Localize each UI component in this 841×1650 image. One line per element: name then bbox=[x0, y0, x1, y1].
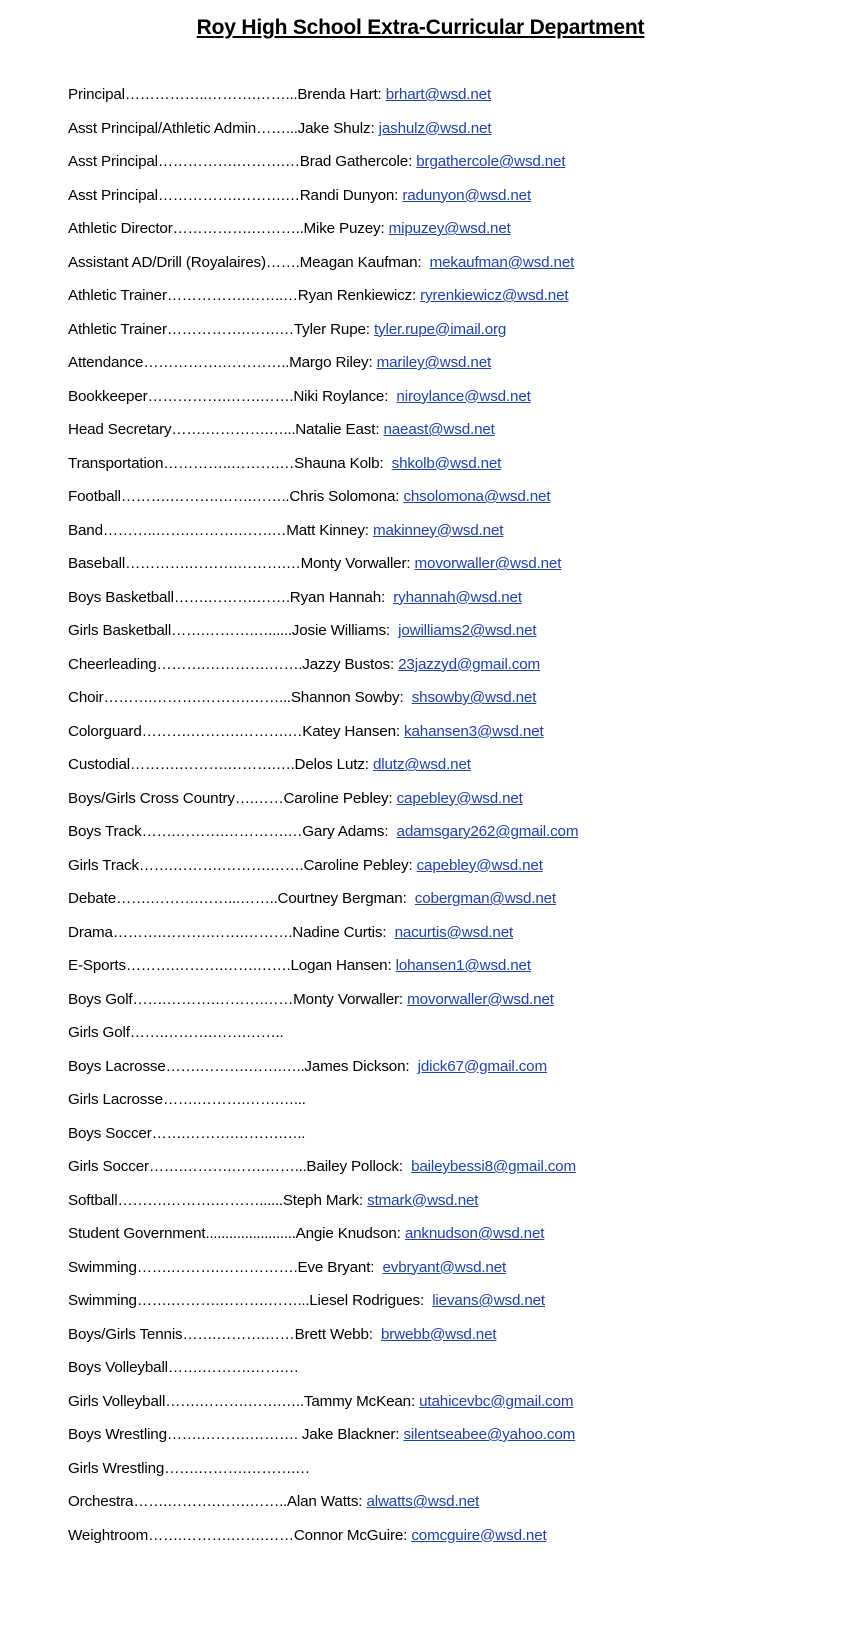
role-label: Swimming bbox=[68, 1292, 137, 1309]
role-label: Girls Volleyball bbox=[68, 1392, 166, 1410]
dot-leader: …….……….……. bbox=[173, 588, 290, 606]
person-name: Caroline Pebley: bbox=[283, 789, 393, 807]
email-link[interactable]: mariley@wsd.net bbox=[376, 354, 492, 371]
list-item bbox=[68, 916, 788, 950]
list-item bbox=[68, 1184, 788, 1218]
email-link[interactable]: brgathercole@wsd.net bbox=[416, 153, 566, 170]
email-link[interactable]: dlutz@wsd.net bbox=[372, 756, 471, 773]
role-label: Baseball bbox=[68, 555, 126, 572]
role-label: Boys Wrestling bbox=[68, 1426, 167, 1443]
list-item bbox=[68, 715, 788, 749]
role-label: Asst Principal bbox=[68, 153, 158, 170]
email-link[interactable]: movorwaller@wsd.net bbox=[407, 990, 554, 1008]
email-link[interactable]: comcguire@wsd.net bbox=[411, 1526, 547, 1544]
role-label: Athletic Director bbox=[68, 220, 173, 237]
email-link[interactable]: adamsgary262@gmail.com bbox=[396, 823, 579, 840]
email-link[interactable]: utahicevbc@gmail.com bbox=[419, 1392, 574, 1410]
role-label: Girls Golf bbox=[68, 1024, 130, 1041]
dot-leader: ……….……….……….… bbox=[141, 722, 303, 740]
person-name: Steph Mark: bbox=[282, 1191, 364, 1209]
dot-leader: …….……….…….…… bbox=[148, 1526, 294, 1544]
list-item bbox=[68, 1217, 788, 1251]
person-name: Monty Vorwaller: bbox=[293, 990, 403, 1008]
spacer bbox=[390, 614, 398, 648]
email-link[interactable]: cobergman@wsd.net bbox=[414, 890, 556, 907]
email-link[interactable]: radunyon@wsd.net bbox=[402, 186, 532, 204]
list-item bbox=[68, 1083, 788, 1117]
person-name: Brenda Hart: bbox=[297, 86, 382, 103]
role-label: Athletic Trainer bbox=[68, 287, 167, 304]
person-name: Chris Solomona: bbox=[289, 488, 400, 505]
list-item bbox=[68, 648, 788, 682]
role-label: Orchestra bbox=[68, 1493, 134, 1510]
person-name: James Dickson: bbox=[304, 1057, 410, 1075]
dot-leader: …………….……..… bbox=[166, 287, 298, 304]
email-link[interactable]: silentseabee@yahoo.com bbox=[403, 1426, 576, 1443]
spacer bbox=[385, 581, 393, 615]
person-name: Shauna Kolb: bbox=[294, 454, 384, 472]
email-link[interactable]: jashulz@wsd.net bbox=[378, 119, 492, 137]
role-label: Boys/Girls Tennis bbox=[68, 1325, 183, 1343]
spacer bbox=[404, 681, 412, 715]
person-name: Jazzy Bustos: bbox=[302, 655, 395, 673]
list-item bbox=[68, 514, 788, 548]
list-item bbox=[68, 1452, 788, 1486]
email-link[interactable]: shsowby@wsd.net bbox=[411, 689, 537, 706]
role-label: Boys Track bbox=[68, 823, 142, 840]
dot-leader: …….……….……….…… bbox=[132, 990, 294, 1008]
role-label: Colorguard bbox=[68, 722, 142, 740]
role-label: Student Government bbox=[68, 1225, 206, 1242]
email-link[interactable]: niroylance@wsd.net bbox=[396, 387, 531, 405]
email-link[interactable]: mipuzey@wsd.net bbox=[388, 220, 511, 237]
role-label: Girls Track bbox=[68, 856, 139, 874]
spacer bbox=[409, 1050, 417, 1084]
list-item bbox=[68, 313, 788, 347]
spacer bbox=[403, 1150, 411, 1184]
directory-list bbox=[68, 78, 788, 1552]
dot-leader: ………….……….……….… bbox=[125, 555, 301, 572]
dot-leader: …….……….……….….. bbox=[151, 1124, 306, 1142]
list-item bbox=[68, 380, 788, 414]
person-name: Bailey Pollock: bbox=[306, 1158, 403, 1175]
email-link[interactable]: ryhannah@wsd.net bbox=[393, 588, 522, 606]
role-label: E-Sports bbox=[68, 957, 126, 974]
page-title-text: Roy High School Extra-Curricular Department bbox=[196, 16, 645, 39]
role-label: Drama bbox=[68, 923, 113, 941]
email-link[interactable]: jdick67@gmail.com bbox=[417, 1057, 547, 1075]
email-link[interactable]: chsolomona@wsd.net bbox=[403, 488, 551, 505]
spacer bbox=[407, 882, 415, 916]
email-link[interactable]: kahansen3@wsd.net bbox=[404, 722, 544, 740]
list-item bbox=[68, 1016, 788, 1050]
person-name: Randi Dunyon: bbox=[299, 186, 399, 204]
role-label: Boys Volleyball bbox=[68, 1359, 168, 1376]
role-label: Girls Soccer bbox=[68, 1158, 149, 1175]
list-item bbox=[68, 614, 788, 648]
person-name: Liesel Rodrigues: bbox=[309, 1292, 425, 1309]
list-item bbox=[68, 849, 788, 883]
email-link[interactable]: anknudson@wsd.net bbox=[404, 1225, 545, 1242]
list-item bbox=[68, 1251, 788, 1285]
email-link[interactable]: lohansen1@wsd.net bbox=[395, 957, 531, 974]
list-item bbox=[68, 983, 788, 1017]
email-link[interactable]: mekaufman@wsd.net bbox=[429, 253, 575, 271]
person-name: Jake Shulz: bbox=[297, 119, 375, 137]
spacer bbox=[384, 447, 392, 481]
list-item bbox=[68, 1318, 788, 1352]
list-item bbox=[68, 547, 788, 581]
person-name: Nadine Curtis: bbox=[292, 923, 387, 941]
dot-leader: …….……….…….….. bbox=[165, 1392, 304, 1410]
dot-leader: …….……….………….… bbox=[141, 823, 303, 840]
role-label: Boys Lacrosse bbox=[68, 1057, 166, 1075]
spacer bbox=[388, 815, 396, 849]
role-label: Boys Soccer bbox=[68, 1124, 152, 1142]
email-link[interactable]: tyler.rupe@imail.org bbox=[373, 320, 507, 338]
list-item bbox=[68, 815, 788, 849]
list-item bbox=[68, 480, 788, 514]
list-item bbox=[68, 246, 788, 280]
dot-leader: …………….……….… bbox=[157, 153, 300, 170]
dot-leader: ……….……….………...... bbox=[117, 1191, 283, 1209]
list-item bbox=[68, 949, 788, 983]
person-name: Tammy McKean: bbox=[303, 1392, 416, 1410]
person-name: Delos Lutz: bbox=[294, 756, 369, 773]
person-name: Josie Williams: bbox=[291, 622, 390, 639]
dot-leader: …….……….…… bbox=[182, 1325, 295, 1343]
list-item bbox=[68, 1385, 788, 1419]
list-item bbox=[68, 882, 788, 916]
dot-leader: ……. bbox=[265, 253, 300, 271]
person-name: Eve Bryant: bbox=[297, 1258, 375, 1276]
dot-leader: …………….……….… bbox=[157, 186, 300, 204]
list-item bbox=[68, 346, 788, 380]
role-label: Transportation bbox=[68, 454, 164, 472]
person-name: Courtney Bergman: bbox=[277, 890, 407, 907]
list-item bbox=[68, 145, 788, 179]
dot-leader: …….……….…….……... bbox=[148, 1158, 307, 1175]
person-name: Caroline Pebley: bbox=[303, 856, 413, 874]
dot-leader: ………..…….……….…….… bbox=[102, 521, 287, 539]
list-item bbox=[68, 179, 788, 213]
role-label: Girls Basketball bbox=[68, 622, 172, 639]
email-link[interactable]: lievans@wsd.net bbox=[432, 1292, 545, 1309]
email-link[interactable]: 23jazzyd@gmail.com bbox=[398, 655, 540, 673]
role-label: Girls Wrestling bbox=[68, 1459, 165, 1477]
person-name: Gary Adams: bbox=[302, 823, 389, 840]
role-label: Asst Principal/Athletic Admin bbox=[68, 119, 257, 137]
dot-leader: …………….…….… bbox=[166, 320, 294, 338]
dot-leader: …………..……….… bbox=[163, 454, 295, 472]
person-name: Katey Hansen: bbox=[302, 722, 400, 740]
list-item bbox=[68, 1117, 788, 1151]
email-link[interactable]: jowilliams2@wsd.net bbox=[398, 622, 537, 639]
email-link[interactable]: alwatts@wsd.net bbox=[366, 1493, 480, 1510]
dot-leader: …………….………….. bbox=[143, 354, 290, 371]
dot-leader: ……….……….…….………. bbox=[112, 923, 293, 941]
role-label: Band bbox=[68, 521, 103, 539]
role-label: Weightroom bbox=[68, 1526, 149, 1544]
person-name: Alan Watts: bbox=[286, 1493, 363, 1510]
dot-leader: …….……….…….…….. bbox=[129, 1024, 284, 1041]
role-label: Girls Lacrosse bbox=[68, 1091, 163, 1108]
email-link[interactable]: shkolb@wsd.net bbox=[391, 454, 502, 472]
email-link[interactable]: ryrenkiewicz@wsd.net bbox=[420, 287, 569, 304]
role-label: Football bbox=[68, 488, 121, 505]
person-name: Ryan Hannah: bbox=[289, 588, 386, 606]
dot-leader: …………….……….. bbox=[172, 220, 304, 237]
dot-leader: …….……….……….… bbox=[164, 1459, 310, 1477]
role-label: Athletic Trainer bbox=[68, 320, 167, 338]
list-item bbox=[68, 212, 788, 246]
email-link[interactable]: baileybessi8@gmail.com bbox=[411, 1158, 576, 1175]
role-label: Softball bbox=[68, 1191, 118, 1209]
person-name: Brad Gathercole: bbox=[299, 153, 413, 170]
role-label: Boys Golf bbox=[68, 990, 133, 1008]
list-item bbox=[68, 681, 788, 715]
person-name: Shannon Sowby: bbox=[290, 689, 404, 706]
role-label: Boys/Girls Cross Country bbox=[68, 789, 235, 807]
role-label: Asst Principal bbox=[68, 186, 158, 204]
role-label: Boys Basketball bbox=[68, 588, 174, 606]
role-label: Bookkeeper bbox=[68, 387, 148, 405]
list-item bbox=[68, 78, 788, 112]
person-name: Mike Puzey: bbox=[303, 220, 385, 237]
person-name: Angie Knudson: bbox=[295, 1225, 401, 1242]
role-label: Principal bbox=[68, 86, 125, 103]
role-label: Head Secretary bbox=[68, 421, 172, 438]
list-item bbox=[68, 1418, 788, 1452]
dot-leader: …….……….…….….. bbox=[165, 1057, 305, 1075]
role-label: Custodial bbox=[68, 756, 130, 773]
dot-leader: …….………….…... bbox=[171, 421, 296, 438]
dot-leader: …….……….………. bbox=[166, 1426, 298, 1443]
role-label: Assistant AD/Drill (Royalaires) bbox=[68, 253, 266, 271]
person-name: Logan Hansen: bbox=[290, 957, 392, 974]
dot-leader: …….……….…...... bbox=[171, 622, 292, 639]
list-item bbox=[68, 447, 788, 481]
email-link[interactable]: capebley@wsd.net bbox=[416, 856, 543, 874]
dot-leader: ……….………….……. bbox=[156, 655, 303, 673]
dot-leader: …….……….…….…….. bbox=[133, 1493, 287, 1510]
person-name: Jake Blackner: bbox=[297, 1426, 400, 1443]
list-item bbox=[68, 1284, 788, 1318]
list-item bbox=[68, 112, 788, 146]
person-name: Matt Kinney: bbox=[286, 521, 369, 539]
email-link[interactable]: stmark@wsd.net bbox=[367, 1191, 479, 1209]
dot-leader: ……………..……….……... bbox=[124, 86, 298, 103]
spacer bbox=[421, 246, 429, 280]
dot-leader: ……….……….……….…. bbox=[129, 756, 295, 773]
role-label: Cheerleading bbox=[68, 655, 157, 673]
list-item bbox=[68, 1485, 788, 1519]
person-name: Monty Vorwaller: bbox=[300, 555, 411, 572]
dot-leader: …….……….…….…... bbox=[162, 1091, 306, 1108]
person-name: Meagan Kaufman: bbox=[299, 253, 422, 271]
email-link[interactable]: capebley@wsd.net bbox=[396, 789, 523, 807]
email-link[interactable]: brwebb@wsd.net bbox=[380, 1325, 497, 1343]
person-name: Natalie East: bbox=[295, 421, 380, 438]
email-link[interactable]: nacurtis@wsd.net bbox=[394, 923, 514, 941]
email-link[interactable]: brhart@wsd.net bbox=[385, 86, 492, 103]
dot-leader: ……….……….…….…….. bbox=[120, 488, 290, 505]
dot-leader: ……... bbox=[256, 119, 298, 137]
list-item bbox=[68, 782, 788, 816]
role-label: Debate bbox=[68, 890, 117, 907]
dot-leader: …….……….……….……... bbox=[136, 1292, 310, 1309]
dot-leader: …….……….……………. bbox=[136, 1258, 298, 1276]
list-item bbox=[68, 581, 788, 615]
email-link[interactable]: naeast@wsd.net bbox=[383, 421, 495, 438]
dot-leader: …………….…….……. bbox=[147, 387, 294, 405]
spacer bbox=[424, 1284, 432, 1318]
person-name: Niki Roylance: bbox=[293, 387, 389, 405]
dot-leader: …….……….……...…….. bbox=[116, 890, 278, 907]
role-label: Attendance bbox=[68, 354, 144, 371]
dot-leader: ……….……….…….……. bbox=[125, 957, 291, 974]
person-name: Brett Webb: bbox=[294, 1325, 373, 1343]
dot-leader: ……….……….……….……... bbox=[103, 689, 291, 706]
dot-leader: ….…… bbox=[234, 789, 284, 807]
list-item bbox=[68, 748, 788, 782]
person-name: Ryan Renkiewicz: bbox=[297, 287, 417, 304]
role-label: Swimming bbox=[68, 1258, 137, 1276]
person-name: Connor McGuire: bbox=[293, 1526, 408, 1544]
list-item bbox=[68, 1519, 788, 1553]
list-item bbox=[68, 413, 788, 447]
email-link[interactable]: evbryant@wsd.net bbox=[382, 1258, 507, 1276]
dot-leader: ....................... bbox=[205, 1225, 296, 1242]
dot-leader: …….……….…….… bbox=[167, 1359, 299, 1376]
person-name: Tyler Rupe: bbox=[293, 320, 370, 338]
spacer bbox=[386, 916, 394, 950]
role-label: Choir bbox=[68, 689, 104, 706]
list-item bbox=[68, 279, 788, 313]
list-item bbox=[68, 1050, 788, 1084]
dot-leader: …….……….……….……. bbox=[138, 856, 304, 874]
spacer bbox=[373, 1318, 381, 1352]
person-name: Margo Riley: bbox=[289, 354, 373, 371]
list-item bbox=[68, 1150, 788, 1184]
email-link[interactable]: makinney@wsd.net bbox=[372, 521, 504, 539]
page-title bbox=[0, 0, 841, 40]
list-item bbox=[68, 1351, 788, 1385]
email-link[interactable]: movorwaller@wsd.net bbox=[414, 555, 562, 572]
